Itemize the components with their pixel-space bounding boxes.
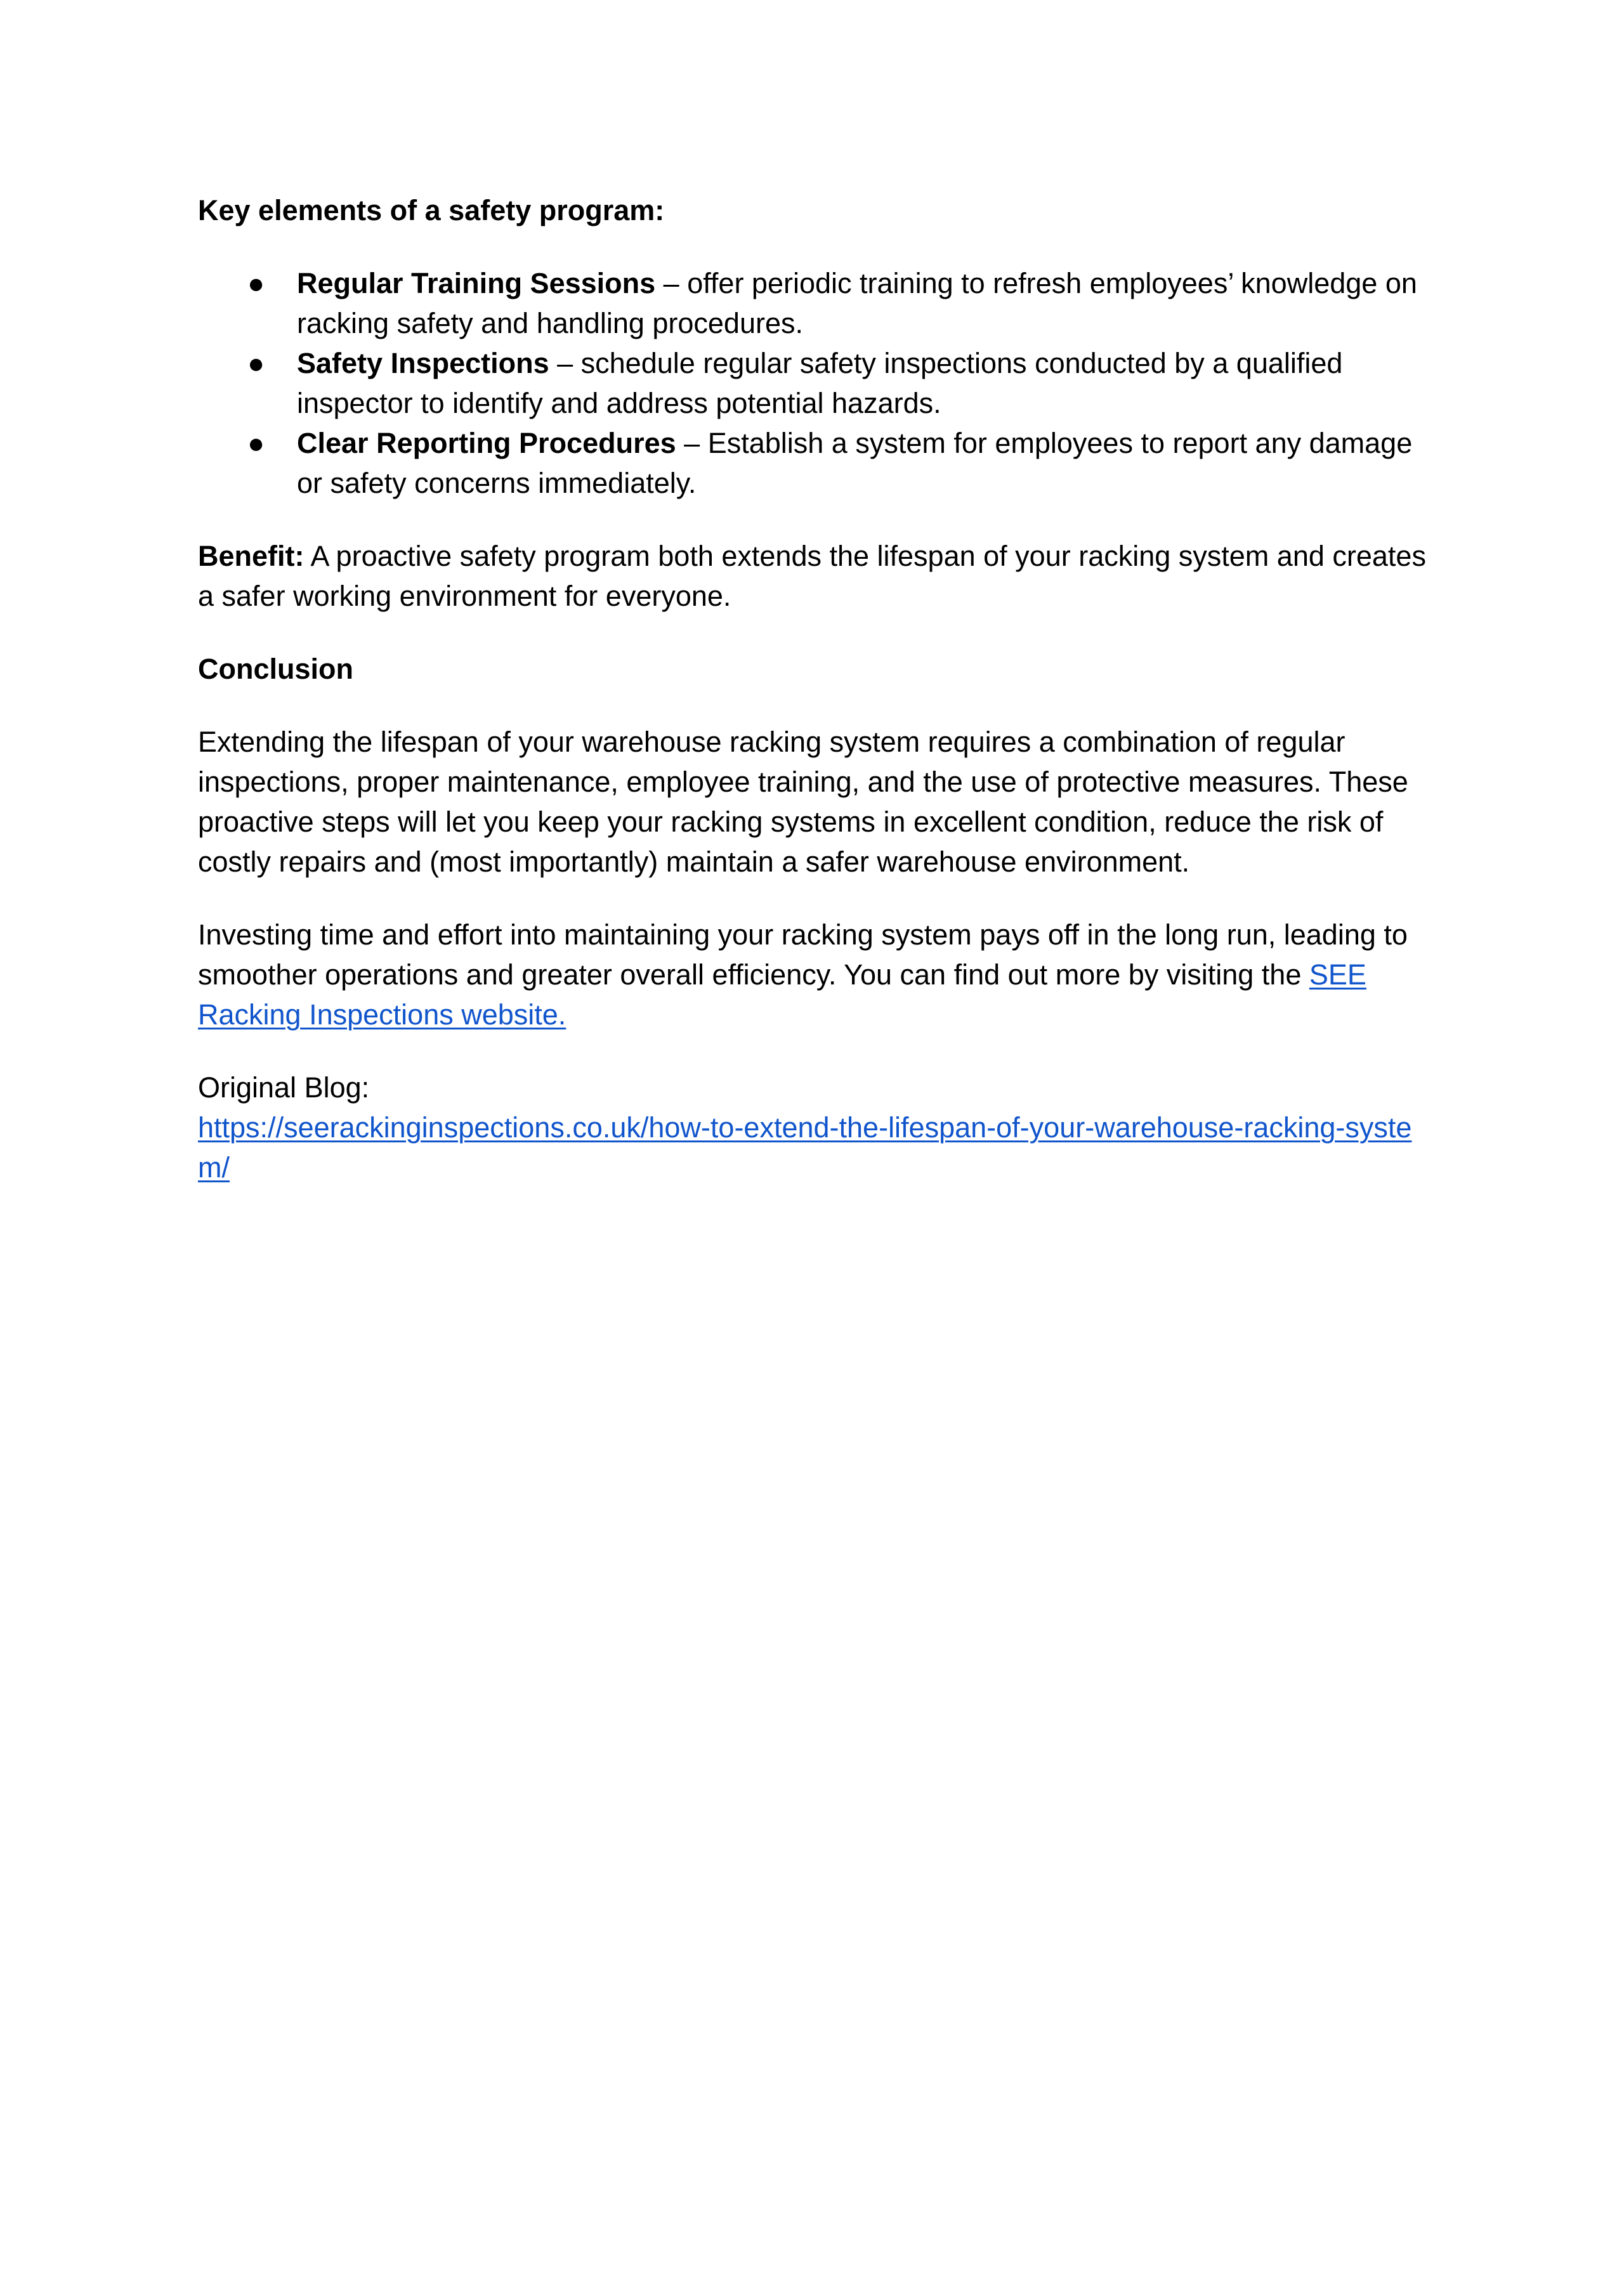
bullet-text: – offer periodic training to refresh employees’ knowledge on racking safety and handling procedures.	[297, 267, 1417, 339]
see-racking-website-link[interactable]: SEE Racking Inspections website.	[198, 958, 1366, 1031]
benefit-text: A proactive safety program both extends the lifespan of your racking system and creates a safer working environment for everyone.	[198, 540, 1426, 612]
document-page	[198, 190, 1435, 1220]
list-item	[198, 423, 1435, 503]
bullet-icon: ●	[247, 267, 265, 299]
bullet-title: Regular Training Sessions	[297, 267, 656, 299]
original-blog-paragraph	[198, 1068, 1435, 1187]
list-item	[198, 263, 1435, 343]
benefit-paragraph	[198, 536, 1435, 616]
section-heading: Key elements of a safety program:	[198, 194, 665, 226]
conclusion-paragraph: Extending the lifespan of your warehouse racking system requires a combination of regular inspections, proper maintenance, employee training, and the use of protective measures. These proactive steps will let you keep your racking systems in excellent condition, reduce the risk of costly repairs and (most importantly) maintain a safer warehouse environment.	[198, 726, 1408, 878]
investing-paragraph	[198, 915, 1435, 1035]
list-item	[198, 343, 1435, 423]
bullet-title: Safety Inspections	[297, 347, 549, 379]
original-blog-label: Original Blog:	[198, 1071, 370, 1104]
original-blog-link[interactable]: https://seerackinginspections.co.uk/how-to-extend-the-lifespan-of-your-warehouse-racking-system/	[198, 1111, 1412, 1184]
conclusion-heading: Conclusion	[198, 653, 353, 685]
benefit-label: Benefit:	[198, 540, 304, 572]
bullet-icon: ●	[247, 427, 265, 459]
bullet-text: – Establish a system for employees to report any damage or safety concerns immediately.	[297, 427, 1413, 499]
bullet-text: – schedule regular safety inspections conducted by a qualified inspector to identify and address potential hazards.	[297, 347, 1343, 419]
bullet-icon: ●	[247, 347, 265, 379]
bullet-list	[198, 263, 1435, 503]
bullet-title: Clear Reporting Procedures	[297, 427, 676, 459]
investing-text: Investing time and effort into maintaining your racking system pays off in the long run, leading to smoother operations and greater overall efficiency. You can find out more by visiting the	[198, 918, 1408, 991]
